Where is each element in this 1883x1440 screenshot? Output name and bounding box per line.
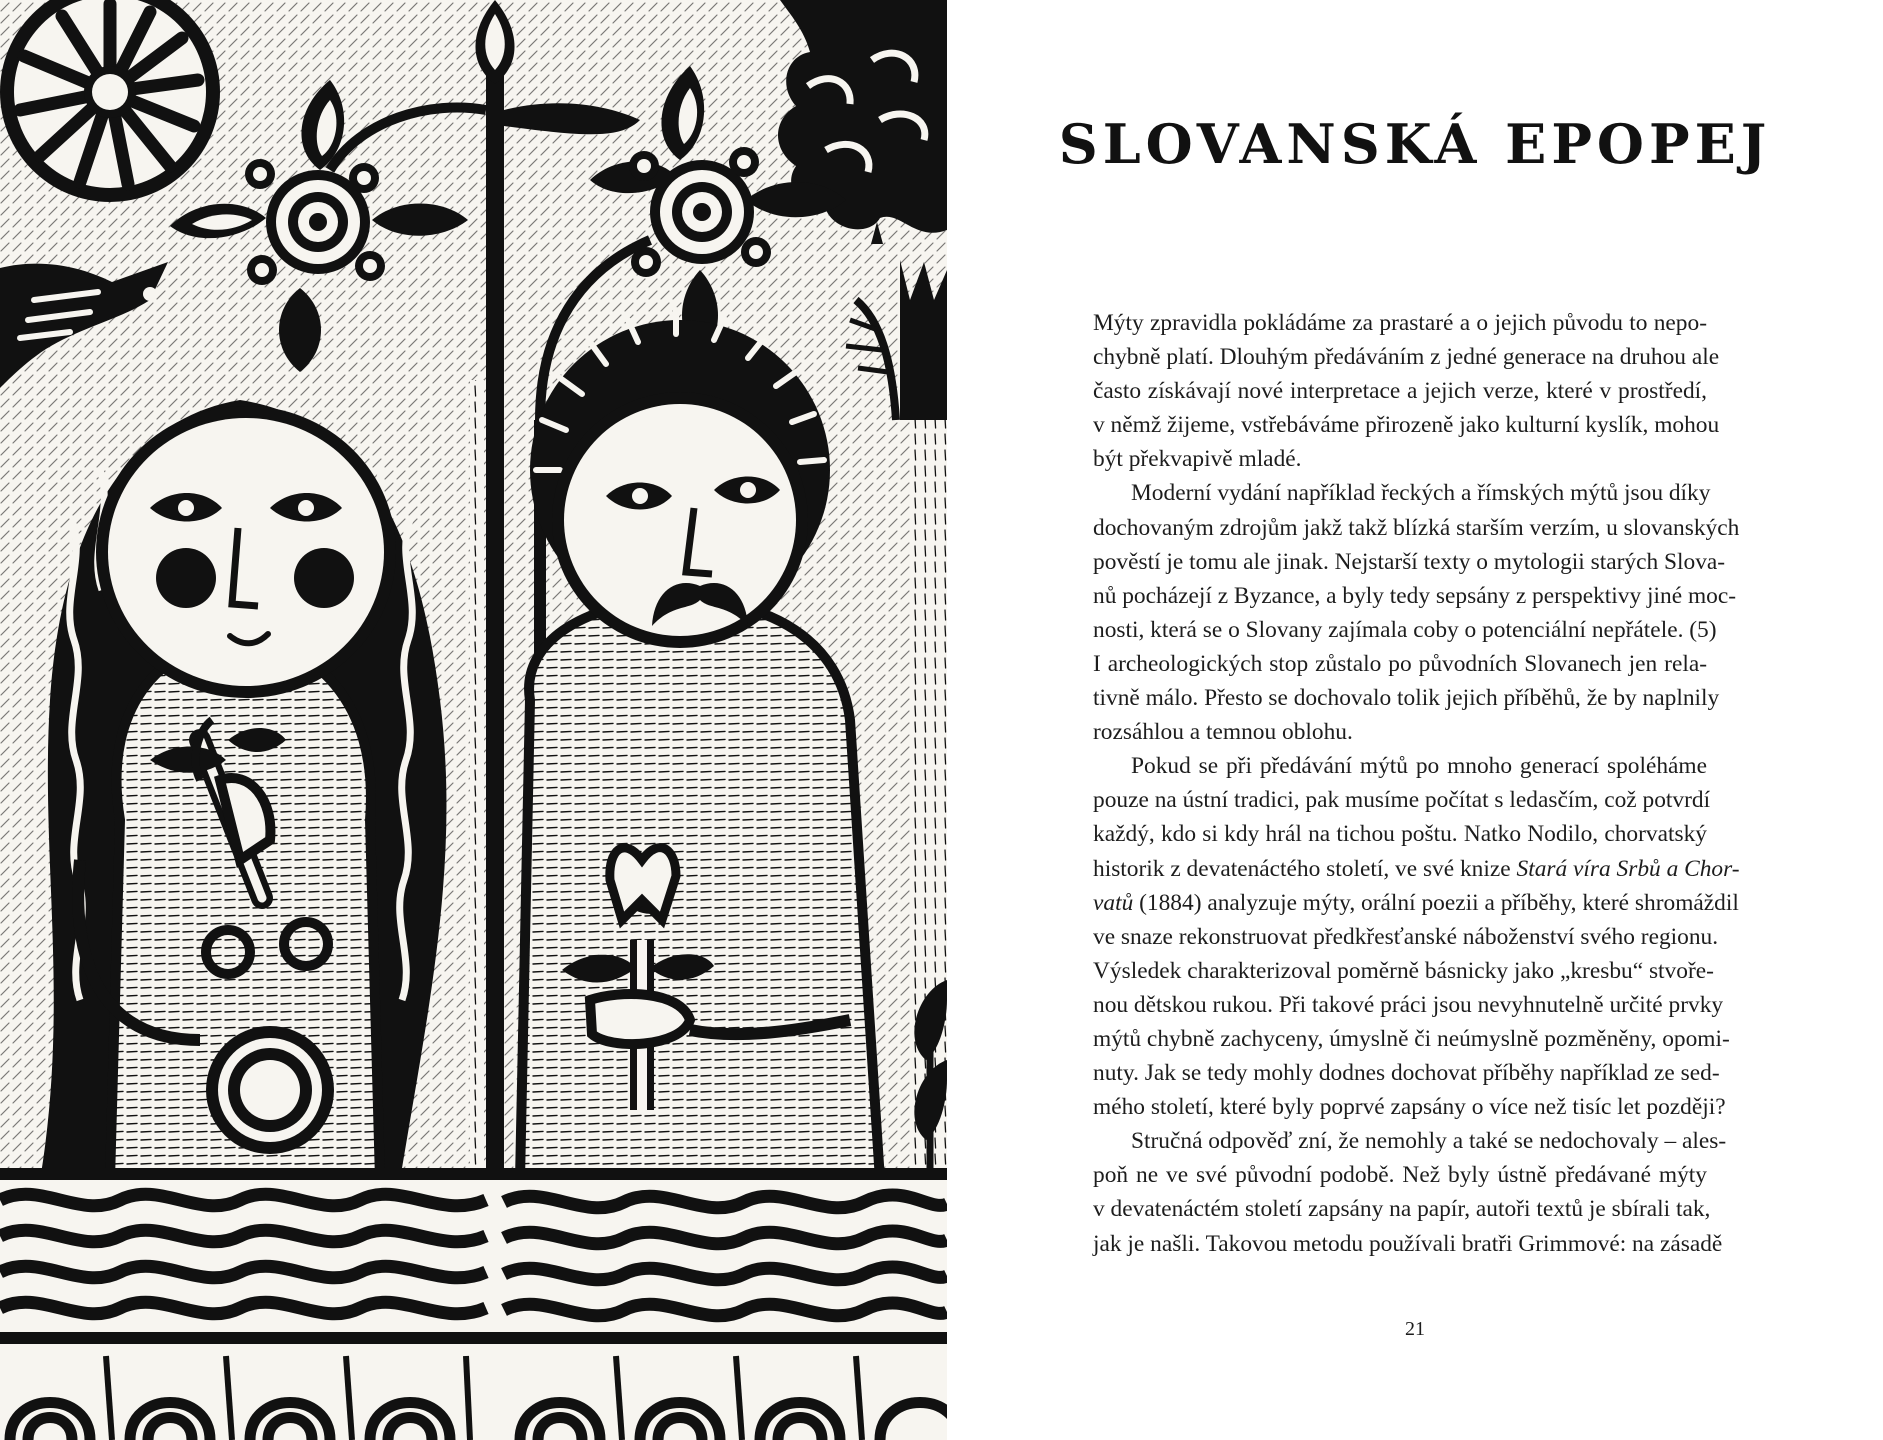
wave-icon [0,1168,947,1330]
text-line: Moderní vydání například řeckých a římských mýtů jsou díky [1131,480,1711,507]
text-line: nou dětskou rukou. Při takové práci jsou nevyhnutelně určité prvky [1093,991,1724,1018]
text-line: často získávají nové interpretace a jejich verze, které v prostředí, [1093,378,1707,405]
woman-face [96,406,396,698]
text-line: jak je našli. Takovou metodu používali bratři Grimmové: na zásadě [1093,1230,1723,1257]
text-line: každý, kdo si kdy hrál na tichou poštu. Natko Nodilo, chorvatský [1093,821,1707,848]
text-line: pouze na ústní tradici, pak musíme počítat s ledasčím, což potvrdí [1093,787,1711,814]
text-line: tivně málo. Přesto se dochovalo tolik jejich příběhů, že by naplnily [1093,685,1720,712]
text-line: nů pocházejí z Byzance, a byly tedy sepsány z perspektivy jiné moc- [1093,582,1737,609]
text-line: být překvapivě mladé. [1093,446,1302,473]
text-line: chybně platí. Dlouhým předáváním z jedné generace na druhou ale [1093,344,1720,371]
text-line: v devatenáctém století zapsány na papír, autoři textů je sbírali tak, [1093,1196,1711,1223]
text-run: historik z devatenáctého století, ve své knize [1093,855,1517,882]
text-line [1093,886,1739,920]
text-line: pověstí je tomu ale jinak. Nejstarší texty o mytologii starých Slova- [1093,548,1726,575]
text-line: v němž žijeme, vstřebáváme přirozeně jako kulturní kyslík, mohou [1093,412,1720,439]
book-title-italic: vatů [1093,889,1134,916]
text-line: rozsáhlou a temnou oblohu. [1093,719,1353,746]
chapter-title: SLOVANSKÁ EPOPEJ [1058,112,1772,176]
text-line: mého století, které byly poprvé zapsány o více než tisíc let později? [1093,1094,1726,1121]
text-run: (1884) analyzuje mýty, orální poezii a příběhy, které shromáždil [1133,889,1739,916]
text-line: Výsledek charakterizoval poměrně básnicky jako „kresbu“ stvoře- [1093,957,1714,984]
page-number: 21 [1405,1318,1425,1340]
text-line: dochovaným zdrojům jakž takž blízká starším verzím, u slovanských [1093,514,1740,541]
text-line: Stručná odpověď zní, že nemohly a také se nedochovaly – ales- [1131,1128,1727,1155]
man-face [552,392,808,648]
text-line: Pokud se při předávání mýtů po mnoho generací spoléháme [1131,753,1707,780]
text-line: nosti, která se o Slovany zajímala coby o potenciální nepřátele. (5) [1093,616,1717,643]
text-line: poň ne ve své původní podobě. Než byly ústně předávané mýty [1093,1162,1707,1189]
text-line [1093,852,1740,886]
body-text [1093,306,1740,1261]
text-line: Mýty zpravidla pokládáme za prastaré a o jejich původu to nepo- [1093,310,1707,336]
book-title-italic: Stará víra Srbů a Chor- [1516,855,1740,882]
text-page [947,0,1883,1440]
text-line: ve snaze rekonstruovat předkřesťanské náboženství svého regionu. [1093,923,1719,950]
arches-border [0,1330,947,1440]
text-line: nuty. Jak se tedy mohly dodnes dochovat příběhy například ze sed- [1093,1060,1720,1087]
text-line: I archeologických stop zůstalo po původních Slovanech jen rela- [1093,650,1707,677]
text-line: mýtů chybně zachyceny, úmyslně či neúmyslně pozměněny, opomi- [1093,1025,1730,1052]
